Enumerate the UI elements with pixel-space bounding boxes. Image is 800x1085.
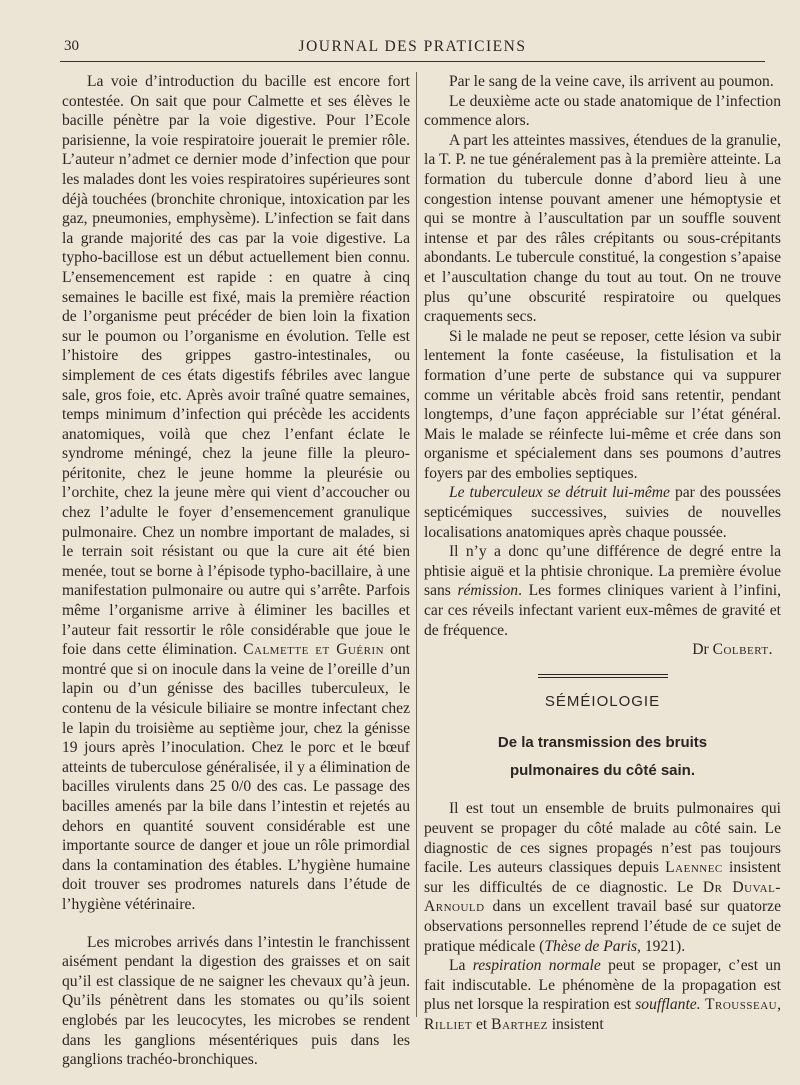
column-rule <box>416 72 417 1017</box>
paragraph-text: ont montré que si on inocule dans la veine de l’oreille d’un lapin ou d’un génisse des bacilles tuberculeux, le contenu de la vésicule biliaire se montre infectant chez le lapin du troisième au septième jour, chez la génisse 19 jours après l’inoculation. Chez le porc et le bœuf atteints de tuberculose généralisée, il y a élimination de bacilles virulents dans 25 0/0 des cas. Le passage des bacilles amenés par la bile dans l’intestin et rejetés au dehors en quantité souvent considérable est une importante source de danger et joue un rôle primordial dans la contamination des étables. L’hygiène humaine doit trouver ses prodromes naturels dans l’étude de l’hygiène vétérinaire. <box>62 641 411 913</box>
right-column <box>424 72 781 1035</box>
paragraph <box>424 799 781 956</box>
article-title-line: pulmonaires du côté sain. <box>509 762 696 780</box>
italic-word: rémission <box>457 582 519 600</box>
signature <box>424 640 781 660</box>
paragraph-text: dans un excellent travail basé sur quatorze observations personnelles reprend l’étude de ce sujet de pratique médicale ( <box>424 898 781 955</box>
paragraph-text: Il n’y a donc qu’une différence de degré entre la phtisie aiguë et la phtisie chronique. La première évolue sans <box>424 543 781 600</box>
paragraph: Si le malade ne peut se reposer, cette lésion va subir lentement la fonte caséeuse, la fistulisation et la formation d’une perte de substance qui va suppurer comme un véritable abcès froid sans retentir, pendant longtemps, d’une façon appréciable sur l’état général. Mais le malade se réinfecte lui-même et crée dans son organisme et spécialement dans ses poumons d’autres foyers par des embolies septiques. <box>424 327 781 482</box>
paragraph <box>424 483 781 542</box>
paragraph-text: La voie d’introduction du bacille est encore fort contestée. On sait que pour Calmette et ses élèves le bacille pénètre par la voie digestive. Pour l’Ecole parisienne, la voie respiratoire jouerait le premier rôle. L’auteur n’admet ce dernier mode d’infection que pour les malades dont les voies respiratoires supérieures sont déjà touchées (bronchite chronique, intoxication par les gaz, pneumonies, emphysème). L’infection se fait dans la grande majorité des cas par la voie digestive. La typho-bacillose est un début actuellement bien connu. L’ensemencement est rapide : en quatre à cinq semaines le bacille est fixé, mais la première réaction de l’organisme peut précéder de bien loin la fixation sur le poumon ou l’organisme en évolution. Telle est l’histoire des grippes gastro-intestinales, ou simplement de ces états digestifs fébriles avec langue sale, gros foie, etc. Après avoir traîné quatre semaines, temps minimum d’infection qui précède les accidents anatomiques, voilà que chez l’enfant éclate le syndrome méningé, chez la jeune fille la pleuro-péritonite, chez le jeune homme la pleurésie ou l’orchite, chez la jeune mère qui vient d’accoucher ou chez l’adulte le foyer d’ensemencement granulique pulmonaire. Chez un nombre important de malades, si le terrain soit résistant ou que la cure ait été bien menée, tout se borne à l’épisode typho-bacillaire, à une manifestation pulmonaire ou autre qui s’arrête. Parfois même l’organisme arrive à éliminer les bacilles et l’auteur fait ressortir le rôle considérable que joue le foie dans cette élimination. <box>62 73 410 659</box>
section-heading: SÉMÉIOLOGIE <box>544 692 661 710</box>
italic-word: soufflante. <box>635 996 701 1014</box>
italic-phrase: Le tuberculeux se détruit lui-même <box>448 484 670 502</box>
paragraph <box>424 956 781 1034</box>
paragraph-text: insistent <box>547 1015 604 1033</box>
paragraph <box>62 72 410 915</box>
author-names: Calmette et Guérin <box>243 641 385 659</box>
article-title-line: De la transmission des bruits <box>497 734 708 752</box>
page-header <box>60 38 765 62</box>
paragraph-text: , <box>777 996 781 1014</box>
author-name: Rilliet <box>424 1015 473 1033</box>
page-number: 30 <box>64 38 79 54</box>
paragraph-text: Il est tout un ensemble de bruits pulmonaires qui peuvent se propager du côté malade au côté sain. Le diagnostic de ces signes propagés n’est pas toujours facile. Les auteurs classiques depuis <box>424 800 781 877</box>
author-name: Trousseau <box>700 996 778 1014</box>
paragraph: Les microbes arrivés dans l’intestin le franchissent aisément pendant la digestion des graisses et on sait qu’il est classique de ne saigner les chevaux qu’à jeun. Qu’ils pénètrent dans les stomates ou qu’ils soient englobés par les leucocytes, les microbes se rendent dans les ganglions mésentériques puis dans les ganglions trachéo-bronchiques. <box>62 933 410 1069</box>
paragraph <box>424 542 781 640</box>
author-name: Laennec <box>665 859 723 877</box>
article-title <box>424 729 781 785</box>
section-rule <box>538 674 668 678</box>
journal-title: JOURNAL DES PRATICIENS <box>298 38 527 55</box>
header-rule <box>60 61 765 62</box>
paragraph-text: par des poussées septicémiques successives, suivies de nouvelles localisations anatomiques après chaque poussée. <box>424 484 781 541</box>
paragraph-text: insistent sur les difficultés de ce diagnostic. Le <box>424 859 781 896</box>
signature-name: Colbert. <box>712 641 773 659</box>
paragraph-gap <box>62 915 410 933</box>
paragraph: Le deuxième acte ou stade anatomique de l’infection commence alors. <box>424 92 781 130</box>
italic-citation: Thèse de Paris, <box>544 937 641 955</box>
paragraph: Par le sang de la veine cave, ils arrivent au poumon. <box>448 73 774 90</box>
paragraph-text: 1921). <box>640 937 686 955</box>
italic-phrase: respiration normale <box>472 957 601 975</box>
paragraph: A part les atteintes massives, étendues de la granulie, la T. P. ne tue généralement pas à la première atteinte. La formation du tubercule donne d’abord lieu à une congestion intense pouvant amener une hémoptysie et qui se montre à l’auscultation par un souffle souvent intense et par des râles crépitants ou sous-crépitants abondants. Le tubercule constitué, la congestion s’apaise et l’auscultation change du tout au tout. On ne trouve plus qu’une obscurité respiratoire ou quelques craquements secs. <box>424 131 781 326</box>
paragraph-text: et <box>472 1015 492 1033</box>
paragraph-text: La <box>448 957 473 975</box>
left-column <box>62 72 410 1070</box>
author-name: Dr Duval-Arnould <box>424 878 781 916</box>
paragraph-text: peut se propager, c’est un fait indiscutable. Le phénomène de la propagation est plus net lorsque la respiration est <box>424 957 781 1014</box>
author-name: Barthez <box>491 1015 548 1033</box>
paragraph-text: . Les formes cliniques varient à l’infini, car ces réveils infectant varient eux-mêmes de gravité et de fréquence. <box>424 582 781 639</box>
signature-prefix: Dr <box>692 641 709 659</box>
